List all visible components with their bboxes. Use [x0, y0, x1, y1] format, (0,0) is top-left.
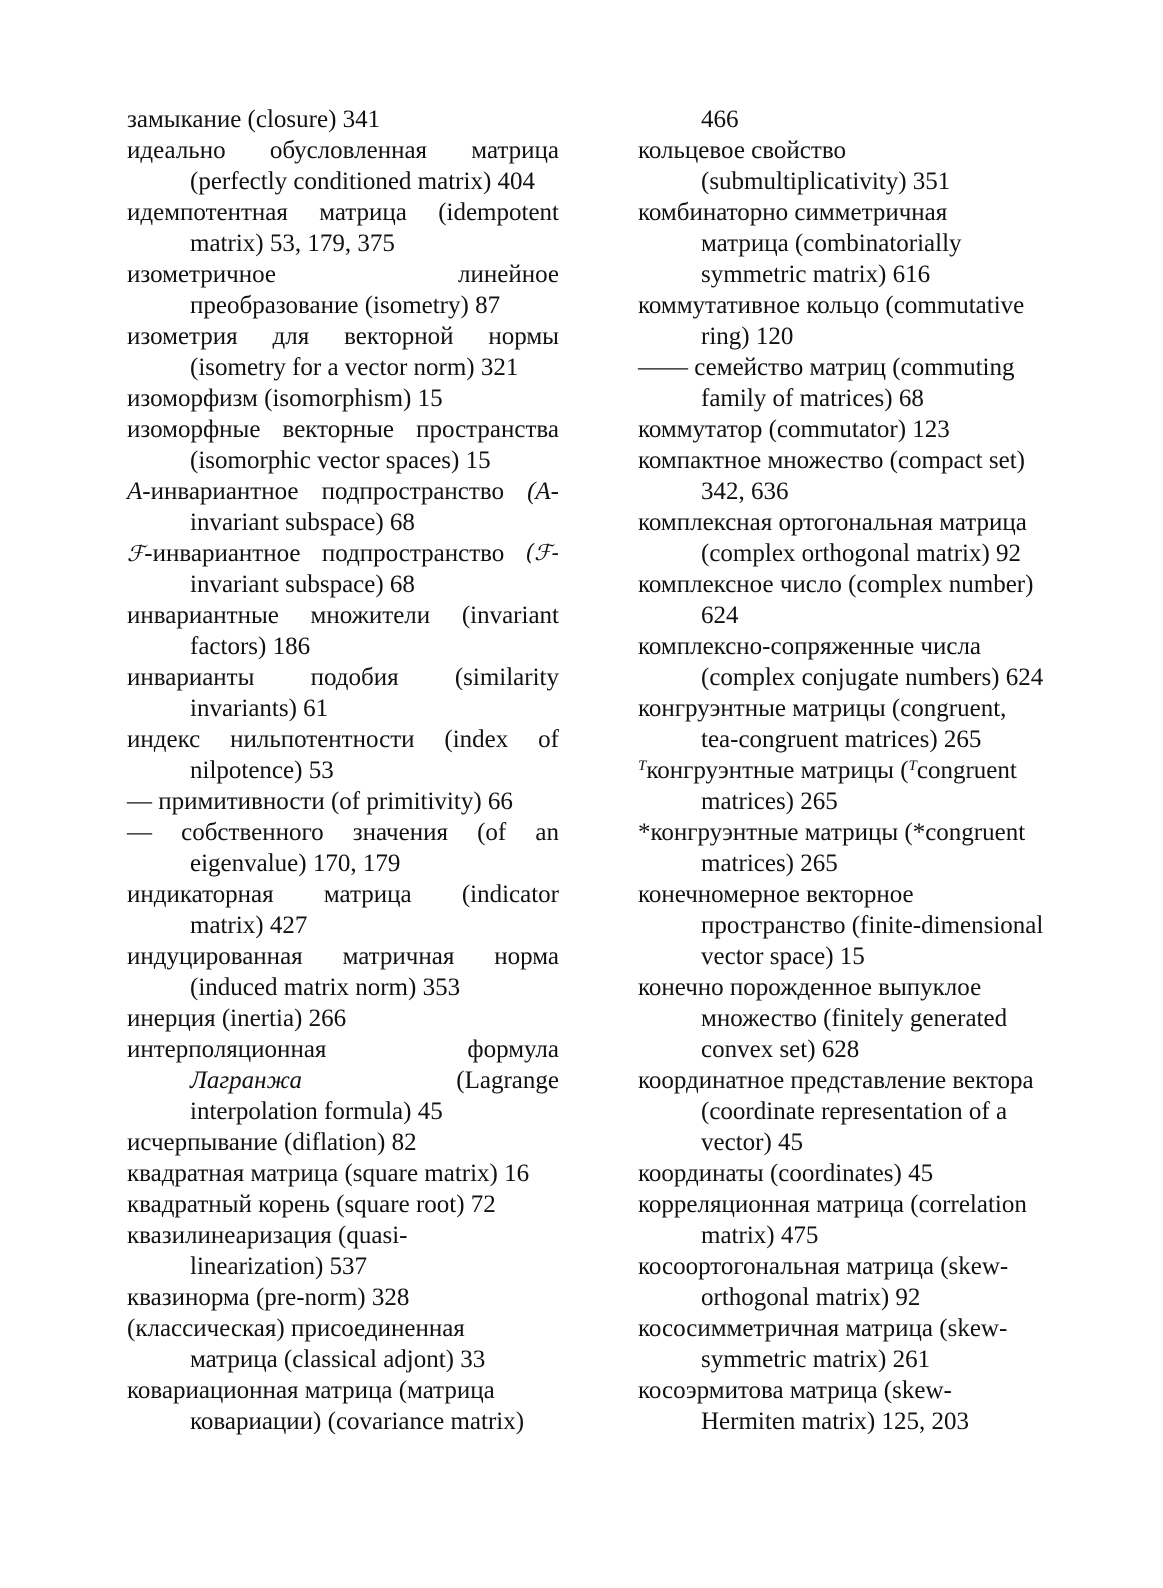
index-entry-continuation: nilpotence) 53: [190, 757, 334, 784]
index-entry-continuation: invariant subspace) 68: [190, 571, 415, 598]
index-entry: изометрия для векторной нормы: [127, 323, 559, 350]
index-column-left: [127, 104, 559, 1437]
index-column-right: [638, 104, 1078, 1437]
index-entry-continuation: symmetric matrix) 261: [701, 1346, 931, 1373]
index-entry: *конгруэнтные матрицы (*congruent: [638, 819, 1026, 846]
index-entry: комбинаторно симметричная: [638, 199, 948, 226]
index-entry: инвариантные множители (invariant: [127, 602, 559, 629]
index-entry: конечно порожденное выпуклое: [638, 974, 982, 1001]
index-entry: компактное множество (compact set): [638, 447, 1025, 474]
index-entry-continuation: factors) 186: [190, 633, 311, 660]
index-entry-continuation: пространство (finite-dimensional: [701, 912, 1044, 939]
index-entry-continuation: 624: [701, 602, 739, 629]
index-entry-continuation: (isometry for a vector norm) 321: [190, 354, 519, 381]
index-entry-continuation: eigenvalue) 170, 179: [190, 850, 401, 877]
index-entry: ковариационная матрица (матрица: [127, 1377, 495, 1404]
index-entry-continuation: Лагранжа (Lagrange: [190, 1067, 559, 1094]
index-entry: идемпотентная матрица (idempotent: [127, 199, 559, 226]
index-entry-continuation: convex set) 628: [701, 1036, 860, 1063]
index-entry: индуцированная матричная норма: [127, 943, 559, 970]
index-entry: изоморфизм (isomorphism) 15: [127, 385, 443, 412]
index-entry: — примитивности (of primitivity) 66: [127, 788, 513, 815]
index-entry-continuation: матрица (classical adjont) 33: [190, 1346, 486, 1373]
index-entry-continuation: orthogonal matrix) 92: [701, 1284, 921, 1311]
index-entry: инерция (inertia) 266: [127, 1005, 347, 1032]
index-entry: коммутатор (commutator) 123: [638, 416, 950, 443]
index-entry: квадратная матрица (square matrix) 16: [127, 1160, 530, 1187]
index-entry-continuation: interpolation formula) 45: [190, 1098, 443, 1125]
index-entry-continuation: (isomorphic vector spaces) 15: [190, 447, 491, 474]
index-entry: конечномерное векторное: [638, 881, 914, 908]
index-entry-continuation: invariant subspace) 68: [190, 509, 415, 536]
index-entry: конгруэнтные матрицы (congruent,: [638, 695, 1007, 722]
index-entry: индикаторная матрица (indicator: [127, 881, 559, 908]
index-entry: комплексная ортогональная матрица: [638, 509, 1027, 536]
index-entry-continuation: ковариации) (covariance matrix): [190, 1408, 525, 1435]
index-entry: кольцевое свойство: [638, 137, 846, 164]
index-entry: (классическая) присоединенная: [127, 1315, 465, 1342]
index-entry-continuation: matrix) 53, 179, 375: [190, 230, 395, 257]
index-entry: инварианты подобия (similarity: [127, 664, 559, 691]
index-entry-continuation: матрица (combinatorially: [701, 230, 962, 257]
index-entry: —— семейство матриц (commuting: [638, 354, 1015, 381]
index-entry: исчерпывание (diflation) 82: [127, 1129, 417, 1156]
index-entry-continuation: tea-congruent matrices) 265: [701, 726, 982, 753]
index-entry: коммутативное кольцо (commutative: [638, 292, 1025, 319]
index-entry: корреляционная матрица (correlation: [638, 1191, 1027, 1218]
index-entry-continuation: vector space) 15: [701, 943, 865, 970]
index-entry: ℱ-инвариантное подпространство (ℱ-: [127, 540, 559, 567]
index-entry: — собственного значения (of an: [127, 819, 559, 846]
index-entry: координаты (coordinates) 45: [638, 1160, 934, 1187]
index-entry-continuation: преобразование (isometry) 87: [190, 292, 501, 319]
index-entry-continuation: matrices) 265: [701, 850, 838, 877]
index-entry-continuation: invariants) 61: [190, 695, 329, 722]
index-entry-continuation: (complex conjugate numbers) 624: [701, 664, 1044, 691]
index-entry: $^T$конгруэнтные матрицы ($^T$congruent: [638, 757, 1017, 784]
index-entry: замыкание (closure) 341: [127, 106, 381, 133]
index-entry-continuation: 342, 636: [701, 478, 789, 505]
index-entry: изоморфные векторные пространства: [127, 416, 559, 443]
index-entry-continuation: linearization) 537: [190, 1253, 368, 1280]
index-entry: квазинорма (pre-norm) 328: [127, 1284, 410, 1311]
index-entry-continuation: (perfectly conditioned matrix) 404: [190, 168, 536, 195]
index-entry: квазилинеаризация (quasi-: [127, 1222, 408, 1249]
index-entry-continuation: family of matrices) 68: [701, 385, 924, 412]
index-entry-continuation: matrix) 475: [701, 1222, 819, 1249]
index-entry: интерполяционная формула: [127, 1036, 559, 1063]
index-entry-continuation: vector) 45: [701, 1129, 804, 1156]
index-entry-continuation: (submultiplicativity) 351: [701, 168, 951, 195]
index-entry-continuation: (induced matrix norm) 353: [190, 974, 461, 1001]
index-entry-continuation: matrix) 427: [190, 912, 308, 939]
index-entry: A-инвариантное подпространство (A-: [127, 478, 559, 505]
index-entry: косоортогональная матрица (skew-: [638, 1253, 1009, 1280]
index-entry-continuation: matrices) 265: [701, 788, 838, 815]
index-entry: идеально обусловленная матрица: [127, 137, 559, 164]
index-entry-continuation: множество (finitely generated: [701, 1005, 1008, 1032]
index-entry-continuation: ring) 120: [701, 323, 794, 350]
index-entry-continuation: 466: [701, 106, 739, 133]
index-entry: индекс нильпотентности (index of: [127, 726, 559, 753]
index-entry: квадратный корень (square root) 72: [127, 1191, 496, 1218]
index-entry-continuation: (complex orthogonal matrix) 92: [701, 540, 1022, 567]
index-entry: косоэрмитова матрица (skew-: [638, 1377, 952, 1404]
index-entry-continuation: Hermiten matrix) 125, 203: [701, 1408, 969, 1435]
index-entry: комплексно-сопряженные числа: [638, 633, 982, 660]
index-entry: изометричное линейное: [127, 261, 559, 288]
index-entry: комплексное число (complex number): [638, 571, 1034, 598]
index-entry-continuation: symmetric matrix) 616: [701, 261, 931, 288]
index-entry: координатное представление вектора: [638, 1067, 1034, 1094]
index-entry-continuation: (coordinate representation of a: [701, 1098, 1008, 1125]
index-entry: кососимметричная матрица (skew-: [638, 1315, 1008, 1342]
